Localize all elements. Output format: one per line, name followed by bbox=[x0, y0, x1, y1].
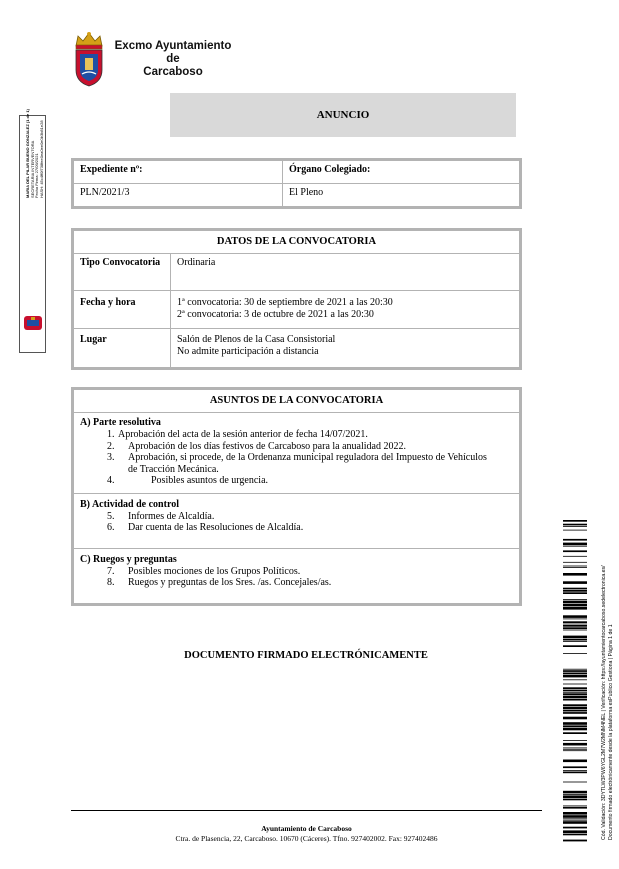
barcode-bar bbox=[563, 526, 587, 527]
datos-convocatoria-table bbox=[71, 228, 522, 370]
organo-value: El Pleno bbox=[283, 184, 520, 207]
fecha-value bbox=[171, 291, 520, 329]
list-item: 2. Aprobación de los días festivos de Carcaboso para la anualidad 2022. bbox=[107, 440, 406, 452]
stamp-line-3: Fecha Firma: 27/09/2021 bbox=[34, 153, 39, 198]
stamp-text bbox=[25, 109, 44, 198]
barcode-bar bbox=[563, 748, 587, 749]
barcode-bar bbox=[563, 692, 587, 693]
entity-line-1: Excmo Ayuntamiento bbox=[114, 40, 232, 52]
barcode-bar bbox=[563, 546, 587, 547]
barcode-bar bbox=[563, 722, 587, 725]
barcode-bar bbox=[563, 807, 587, 809]
barcode-bar bbox=[563, 840, 587, 842]
list-item: 4. Posibles asuntos de urgencia. bbox=[107, 475, 269, 486]
barcode-bar bbox=[563, 766, 587, 768]
barcode-bar bbox=[563, 707, 587, 710]
table-row bbox=[74, 493, 520, 548]
barcode-bar bbox=[563, 566, 587, 567]
barcode-bar bbox=[563, 827, 587, 829]
table-row bbox=[74, 254, 520, 291]
fecha-primera: 1ª convocatoria: 30 de septiembre de 2021 a las 20:30 bbox=[177, 297, 393, 308]
expediente-value: PLN/2021/3 bbox=[74, 184, 283, 207]
barcode-bar bbox=[563, 669, 587, 670]
table-row bbox=[74, 161, 520, 184]
fecha-label: Fecha y hora bbox=[74, 291, 171, 329]
barcode-bar bbox=[563, 821, 587, 824]
barcode-bar bbox=[563, 607, 587, 610]
verification-text bbox=[596, 520, 619, 842]
barcode-bar bbox=[563, 815, 587, 818]
barcode-bar bbox=[563, 524, 587, 526]
list-item: 3. Aprobación, si procede, de la Ordenanza municipal reguladora del Impuesto de Vehículos de Tracción Mecánica. bbox=[107, 452, 487, 475]
barcode-bar bbox=[563, 820, 587, 821]
table-header-row bbox=[74, 231, 520, 254]
barcode-bar bbox=[563, 588, 587, 590]
barcode-bar bbox=[563, 562, 587, 563]
barcode-bar bbox=[563, 539, 587, 541]
barcode-bar bbox=[563, 581, 587, 584]
asuntos-header: ASUNTOS DE LA CONVOCATORIA bbox=[74, 390, 520, 413]
list-item: 1. Aprobación del acta de la sesión anterior de fecha 14/07/2021. bbox=[107, 429, 368, 440]
lugar-line-2: No admite participación a distancia bbox=[177, 346, 319, 357]
signed-note: DOCUMENTO FIRMADO ELECTRÓNICAMENTE bbox=[184, 650, 428, 661]
barcode-bar bbox=[563, 590, 587, 592]
stamp-line-1: MARIA DEL PILAR BUENO GONZALEZ (1 de 1) bbox=[25, 109, 30, 198]
barcode-bar bbox=[563, 556, 587, 557]
barcode-bar bbox=[563, 772, 587, 774]
table-header-row bbox=[74, 390, 520, 413]
footer-divider bbox=[71, 810, 542, 811]
barcode-bar bbox=[563, 687, 587, 689]
section-a-title: A) Parte resolutiva bbox=[80, 417, 161, 428]
barcode-bar bbox=[563, 770, 587, 771]
barcode-bar bbox=[563, 717, 587, 720]
datos-header: DATOS DE LA CONVOCATORIA bbox=[74, 231, 520, 254]
barcode-bar bbox=[563, 670, 587, 672]
barcode-bar bbox=[563, 601, 587, 604]
barcode-bar bbox=[563, 673, 587, 675]
barcode-bar bbox=[563, 699, 587, 701]
verification-line-1: Cód. Validación: 3DYTLW3PW6YGL2M7W2MNM4NEL | Verificación: https://ayuntamientocarcaboso.sedelectronica.es/ bbox=[601, 565, 607, 840]
barcode-bar bbox=[563, 619, 587, 620]
barcode-bar bbox=[563, 795, 587, 798]
barcode-bar bbox=[563, 573, 587, 576]
table-row bbox=[74, 184, 520, 207]
entity-name bbox=[108, 40, 238, 79]
barcode-bar bbox=[563, 592, 587, 594]
tipo-value: Ordinaria bbox=[171, 254, 520, 291]
barcode-bar bbox=[563, 599, 587, 600]
barcode-bar bbox=[563, 728, 587, 731]
barcode-bar bbox=[563, 725, 587, 727]
barcode-bar bbox=[563, 791, 587, 794]
footer bbox=[71, 824, 542, 844]
section-c-title: C) Ruegos y preguntas bbox=[80, 553, 177, 565]
barcode-bar bbox=[563, 740, 587, 741]
list-item: 8. Ruegos y preguntas de los Sres. /as. Concejales/as. bbox=[107, 577, 332, 588]
seal-icon bbox=[24, 316, 42, 330]
barcode-bar bbox=[563, 653, 587, 654]
barcode-bar bbox=[563, 806, 587, 807]
barcode-bar bbox=[563, 675, 587, 678]
barcode-bar bbox=[563, 812, 587, 815]
barcode-bar bbox=[563, 696, 587, 699]
barcode-bar bbox=[563, 641, 587, 642]
verification-line-2: Documento firmado electrónicamente desde la plataforma esPublico Gestiona | Página 1 de 1 bbox=[608, 624, 614, 840]
barcode-bar bbox=[563, 712, 587, 714]
asuntos-convocatoria-table bbox=[71, 387, 522, 606]
barcode-bar bbox=[563, 830, 587, 833]
entity-line-3: Carcaboso bbox=[143, 66, 203, 78]
footer-address: Ctra. de Plasencia, 22, Carcaboso. 10670 (Cáceres). Tfno. 927402002. Fax: 927402486 bbox=[175, 834, 438, 843]
barcode-bar bbox=[563, 693, 587, 695]
barcode-bar bbox=[563, 679, 587, 680]
barcode-bar bbox=[563, 615, 587, 618]
stamp-line-4: HASH: 45c4ff0f738fee0ea0ee0e0b3b81e28 bbox=[38, 120, 44, 198]
barcode-bar bbox=[563, 550, 587, 552]
barcode-bar bbox=[563, 750, 587, 751]
barcode-icon bbox=[563, 520, 587, 842]
list-item: 6. Dar cuenta de las Resoluciones de Alcaldía. bbox=[107, 522, 304, 533]
barcode-bar bbox=[563, 630, 587, 631]
barcode-bar bbox=[563, 684, 587, 685]
barcode-bar bbox=[563, 520, 587, 522]
entity-line-2: de bbox=[166, 53, 180, 65]
section-c bbox=[74, 548, 520, 603]
barcode-bar bbox=[563, 818, 587, 819]
barcode-bar bbox=[563, 567, 587, 568]
lugar-line-1: Salón de Plenos de la Casa Consistorial bbox=[177, 334, 336, 345]
barcode-bar bbox=[563, 834, 587, 836]
footer-entity: Ayuntamiento de Carcaboso bbox=[261, 824, 352, 833]
barcode-bar bbox=[563, 704, 587, 706]
section-b-title: B) Actividad de control bbox=[80, 498, 179, 510]
fecha-segunda: 2ª convocatoria: 3 de octubre de 2021 a las 20:30 bbox=[177, 309, 374, 320]
barcode-bar bbox=[563, 639, 587, 641]
barcode-bar bbox=[563, 645, 587, 647]
list-item: 7. Posibles mociones de los Grupos Políticos. bbox=[107, 565, 301, 577]
tipo-label: Tipo Convocatoria bbox=[74, 254, 171, 291]
barcode-bar bbox=[563, 710, 587, 712]
section-b bbox=[74, 493, 520, 548]
lugar-value bbox=[171, 329, 520, 368]
barcode-bar bbox=[563, 530, 587, 531]
barcode-bar bbox=[563, 625, 587, 627]
barcode-bar bbox=[563, 543, 587, 546]
section-a bbox=[74, 413, 520, 494]
barcode-bar bbox=[563, 799, 587, 801]
table-row bbox=[74, 548, 520, 603]
barcode-bar bbox=[563, 604, 587, 607]
organo-label: Órgano Colegiado: bbox=[283, 161, 520, 184]
barcode-bar bbox=[563, 732, 587, 734]
barcode-bar bbox=[563, 690, 587, 692]
expediente-table bbox=[71, 158, 522, 209]
stamp-line-2: SECRETARIA INTERVENTORA bbox=[29, 140, 35, 198]
barcode-bar bbox=[563, 749, 587, 750]
barcode-bar bbox=[563, 636, 587, 639]
barcode-bar bbox=[563, 760, 587, 763]
list-item: 5. Informes de Alcaldía. bbox=[107, 510, 215, 522]
barcode-bar bbox=[563, 782, 587, 783]
barcode-bar bbox=[563, 621, 587, 623]
barcode-bar bbox=[563, 627, 587, 629]
table-row bbox=[74, 413, 520, 494]
signature-stamp bbox=[19, 109, 46, 353]
coat-of-arms-icon bbox=[70, 30, 108, 88]
document-title: ANUNCIO bbox=[170, 93, 516, 137]
barcode-bar bbox=[563, 743, 587, 746]
barcode-bar bbox=[563, 624, 587, 625]
table-row bbox=[74, 329, 520, 368]
lugar-label: Lugar bbox=[74, 329, 171, 368]
barcode-bar bbox=[563, 794, 587, 795]
expediente-label: Expediente nº: bbox=[74, 161, 283, 184]
table-row bbox=[74, 291, 520, 329]
